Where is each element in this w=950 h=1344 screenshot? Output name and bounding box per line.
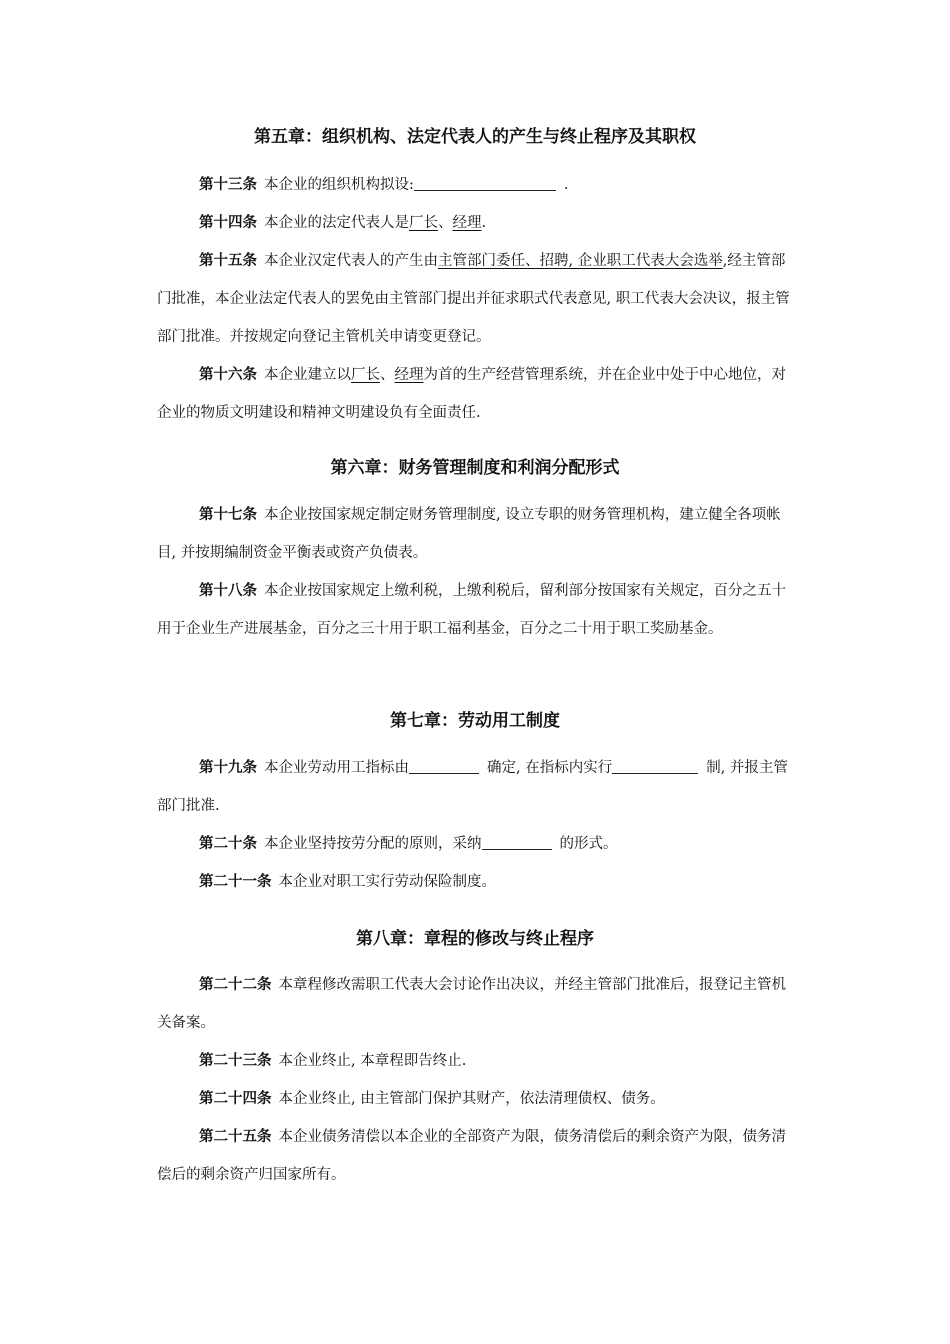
article-number: 第二十二条 [199, 976, 272, 993]
article-text: 本企业按国家规定制定财务管理制度, 设立专职的财务管理机构，建立健全各项帐目, 并按期编制资金平衡表或资产负债表。 [157, 507, 781, 561]
separator: 、 [438, 215, 453, 231]
article-14 [157, 204, 793, 242]
article-22 [157, 966, 793, 1042]
chapter-6-heading: 第六章：财务管理制度和利润分配形式 [330, 458, 620, 478]
article-number: 第二十四条 [199, 1090, 272, 1107]
underlined-term: 主管部门委任、招聘, 企业职工代表大会选举 [438, 253, 723, 269]
article-text: 本企业坚持按劳分配的原则，采纳 [264, 836, 482, 852]
article-text: 本企业终止, 本章程即告终止. [278, 1053, 467, 1069]
fill-in-blank [612, 759, 698, 774]
article-text: 本企业劳动用工指标由 [264, 760, 409, 776]
article-text: ,经主管部门批准，本企业法定代表人的罢免由主管部门提出并征求职式代表意见, 职工代表大会决议，报主管部门批准。并按规定向登记主管机关申请变更登记。 [157, 253, 790, 345]
fill-in-blank [409, 759, 479, 774]
article-24 [157, 1080, 793, 1118]
article-text: 本企业汉定代表人的产生由 [264, 253, 438, 269]
article-text: 本企业对职工实行劳动保险制度。 [278, 874, 496, 890]
article-text: 本章程修改需职工代表大会讨论作出决议，并经主管部门批准后，报登记主管机关备案。 [157, 977, 786, 1031]
article-15 [157, 242, 793, 356]
underlined-term: 经理 [452, 215, 482, 231]
article-19 [157, 749, 793, 825]
fill-in-blank [482, 835, 552, 850]
fill-in-blank [414, 176, 556, 191]
article-18 [157, 572, 793, 648]
article-text: 为首的生产经营管理系统，并在企业中处于中心地位，对企业的物质文明建设和精神文明建设负有全面责任. [157, 367, 786, 421]
article-21 [157, 863, 793, 901]
article-number: 第十八条 [199, 582, 257, 599]
chapter-7-heading: 第七章：劳动用工制度 [390, 711, 560, 731]
article-16 [157, 356, 793, 432]
article-23 [157, 1042, 793, 1080]
article-number: 第十九条 [199, 759, 257, 776]
article-text: 制, 并报主管部门批准. [157, 760, 788, 814]
article-text: . [563, 177, 569, 193]
underlined-term: 厂长 [409, 215, 438, 231]
article-text: 确定, 在指标内实行 [487, 760, 613, 776]
underlined-term: 厂长 [351, 367, 380, 383]
separator: 、 [380, 367, 395, 383]
article-number: 第二十三条 [199, 1052, 272, 1069]
article-text: 的形式。 [559, 836, 618, 852]
article-17 [157, 496, 793, 572]
chapter-5-heading: 第五章：组织机构、法定代表人的产生与终止程序及其职权 [254, 127, 696, 147]
article-number: 第十七条 [199, 506, 257, 523]
chapter-8-heading: 第八章：章程的修改与终止程序 [356, 929, 594, 949]
article-20 [157, 825, 793, 863]
article-number: 第十五条 [199, 252, 257, 269]
article-text: 本企业债务清偿以本企业的全部资产为限，债务清偿后的剩余资产为限，债务清偿后的剩余资产归国家所有。 [157, 1129, 786, 1183]
article-text: 本企业建立以 [264, 367, 351, 383]
article-text: 本企业的法定代表人是 [264, 215, 409, 231]
underlined-term: 经理 [394, 367, 424, 383]
article-13 [157, 166, 793, 204]
article-number: 第二十条 [199, 835, 257, 852]
article-number: 第十三条 [199, 176, 257, 193]
article-text: 本企业按国家规定上缴利税，上缴利税后，留利部分按国家有关规定，百分之五十用于企业生产进展基金，百分之三十用于职工福利基金，百分之二十用于职工奖励基金。 [157, 583, 786, 637]
article-number: 第二十一条 [199, 873, 272, 890]
article-text: 本企业的组织机构拟设: [264, 177, 414, 193]
article-number: 第十六条 [199, 366, 257, 383]
article-25 [157, 1118, 793, 1194]
article-text: . [481, 215, 487, 231]
article-text: 本企业终止, 由主管部门保护其财产，依法清理债权、债务。 [278, 1091, 665, 1107]
article-number: 第二十五条 [199, 1128, 272, 1145]
article-number: 第十四条 [199, 214, 257, 231]
